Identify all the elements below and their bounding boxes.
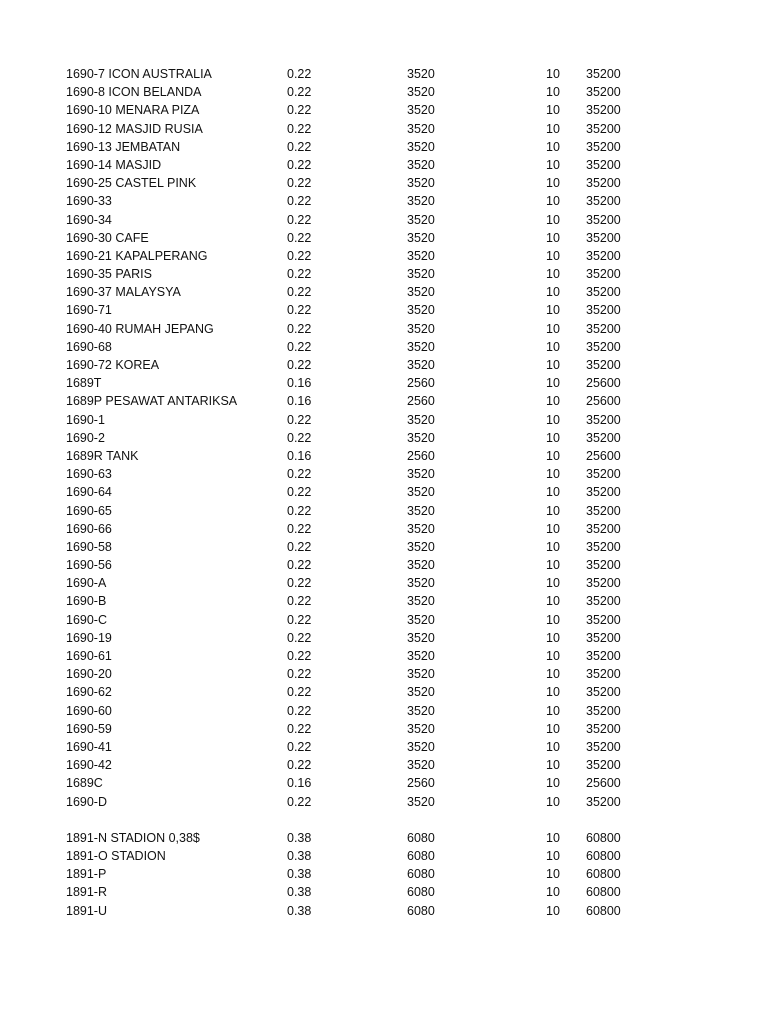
amount-cell: 3520 (407, 267, 435, 282)
amount-cell: 3520 (407, 303, 435, 318)
quantity-cell: 10 (546, 412, 560, 427)
quantity-cell: 10 (546, 285, 560, 300)
amount-cell: 3520 (407, 521, 435, 536)
unit-price-cell: 0.22 (287, 612, 312, 627)
item-name-cell: 1690-2 (66, 430, 105, 445)
table-row (0, 392, 768, 410)
total-cell: 25600 (586, 394, 621, 409)
unit-price-cell: 0.22 (287, 503, 312, 518)
quantity-cell: 10 (546, 830, 560, 845)
unit-price-cell: 0.22 (287, 485, 312, 500)
item-name-cell: 1690-8 ICON BELANDA (66, 85, 202, 100)
quantity-cell: 10 (546, 776, 560, 791)
quantity-cell: 10 (546, 867, 560, 882)
table-row (0, 774, 768, 792)
table-row (0, 629, 768, 647)
table-row (0, 520, 768, 538)
unit-price-cell: 0.22 (287, 103, 312, 118)
amount-cell: 3520 (407, 503, 435, 518)
table-row (0, 720, 768, 738)
total-cell: 35200 (586, 576, 621, 591)
quantity-cell: 10 (546, 230, 560, 245)
unit-price-cell: 0.22 (287, 267, 312, 282)
amount-cell: 3520 (407, 412, 435, 427)
table-row (0, 301, 768, 319)
quantity-cell: 10 (546, 212, 560, 227)
total-cell: 35200 (586, 139, 621, 154)
quantity-cell: 10 (546, 394, 560, 409)
table-row (0, 120, 768, 138)
amount-cell: 3520 (407, 721, 435, 736)
table-row (0, 211, 768, 229)
amount-cell: 3520 (407, 594, 435, 609)
group-separator (0, 811, 768, 829)
unit-price-cell: 0.22 (287, 558, 312, 573)
unit-price-cell: 0.22 (287, 321, 312, 336)
total-cell: 35200 (586, 412, 621, 427)
table-row (0, 156, 768, 174)
table-row (0, 829, 768, 847)
item-name-cell: 1891-P (66, 867, 107, 882)
quantity-cell: 10 (546, 139, 560, 154)
quantity-cell: 10 (546, 903, 560, 918)
total-cell: 60800 (586, 849, 621, 864)
total-cell: 35200 (586, 230, 621, 245)
item-name-cell: 1690-35 PARIS (66, 267, 152, 282)
amount-cell: 3520 (407, 539, 435, 554)
total-cell: 60800 (586, 885, 621, 900)
item-name-cell: 1690-21 KAPALPERANG (66, 248, 208, 263)
unit-price-cell: 0.22 (287, 194, 312, 209)
unit-price-cell: 0.22 (287, 703, 312, 718)
table-row (0, 793, 768, 811)
table-row (0, 138, 768, 156)
unit-price-cell: 0.22 (287, 685, 312, 700)
quantity-cell: 10 (546, 485, 560, 500)
unit-price-cell: 0.16 (287, 448, 312, 463)
unit-price-cell: 0.38 (287, 903, 312, 918)
total-cell: 35200 (586, 358, 621, 372)
unit-price-cell: 0.38 (287, 849, 312, 864)
item-name-cell: 1891-R (66, 885, 107, 900)
quantity-cell: 10 (546, 67, 560, 81)
total-cell: 35200 (586, 630, 621, 645)
quantity-cell: 10 (546, 758, 560, 773)
total-cell: 60800 (586, 903, 621, 918)
unit-price-cell: 0.22 (287, 339, 312, 354)
amount-cell: 3520 (407, 649, 435, 663)
quantity-cell: 10 (546, 103, 560, 118)
item-name-cell: 1690-66 (66, 521, 112, 536)
table-row (0, 411, 768, 429)
amount-cell: 6080 (407, 885, 435, 900)
amount-cell: 2560 (407, 394, 435, 409)
table-row (0, 320, 768, 338)
item-name-cell: 1690-68 (66, 339, 112, 354)
total-cell: 35200 (586, 121, 621, 136)
total-cell: 25600 (586, 776, 621, 791)
item-name-cell: 1891-U (66, 903, 107, 918)
item-name-cell: 1690-37 MALAYSYA (66, 285, 181, 300)
table-row (0, 647, 768, 665)
amount-cell: 3520 (407, 630, 435, 645)
item-name-cell: 1690-65 (66, 503, 112, 518)
unit-price-cell: 0.22 (287, 721, 312, 736)
amount-cell: 3520 (407, 121, 435, 136)
total-cell: 35200 (586, 321, 621, 336)
amount-cell: 3520 (407, 285, 435, 300)
total-cell: 35200 (586, 303, 621, 318)
unit-price-cell: 0.22 (287, 649, 312, 663)
amount-cell: 3520 (407, 667, 435, 682)
unit-price-cell: 0.22 (287, 467, 312, 482)
table-row (0, 483, 768, 501)
amount-cell: 3520 (407, 339, 435, 354)
item-name-cell: 1690-1 (66, 412, 105, 427)
unit-price-cell: 0.22 (287, 539, 312, 554)
item-name-cell: 1690-33 (66, 194, 112, 209)
total-cell: 35200 (586, 67, 621, 81)
quantity-cell: 10 (546, 503, 560, 518)
total-cell: 35200 (586, 267, 621, 282)
amount-cell: 3520 (407, 358, 435, 372)
item-name-cell: 1690-72 KOREA (66, 358, 160, 372)
quantity-cell: 10 (546, 376, 560, 391)
item-name-cell: 1690-14 MASJID (66, 157, 162, 172)
unit-price-cell: 0.38 (287, 885, 312, 900)
quantity-cell: 10 (546, 121, 560, 136)
unit-price-cell: 0.22 (287, 85, 312, 100)
amount-cell: 3520 (407, 194, 435, 209)
unit-price-cell: 0.22 (287, 758, 312, 773)
total-cell: 35200 (586, 157, 621, 172)
amount-cell: 6080 (407, 903, 435, 918)
table-row (0, 702, 768, 720)
unit-price-cell: 0.22 (287, 121, 312, 136)
unit-price-cell: 0.16 (287, 776, 312, 791)
total-cell: 35200 (586, 194, 621, 209)
item-name-cell: 1690-C (66, 612, 107, 627)
item-name-cell: 1690-30 CAFE (66, 230, 149, 245)
quantity-cell: 10 (546, 739, 560, 754)
quantity-cell: 10 (546, 467, 560, 482)
item-name-cell: 1690-7 ICON AUSTRALIA (66, 67, 212, 81)
quantity-cell: 10 (546, 558, 560, 573)
amount-cell: 3520 (407, 485, 435, 500)
table-row (0, 502, 768, 520)
table-row (0, 229, 768, 247)
quantity-cell: 10 (546, 248, 560, 263)
total-cell: 35200 (586, 521, 621, 536)
total-cell: 35200 (586, 594, 621, 609)
quantity-cell: 10 (546, 194, 560, 209)
item-name-cell: 1690-60 (66, 703, 112, 718)
table-row (0, 574, 768, 592)
amount-cell: 2560 (407, 776, 435, 791)
quantity-cell: 10 (546, 448, 560, 463)
quantity-cell: 10 (546, 321, 560, 336)
unit-price-cell: 0.22 (287, 594, 312, 609)
table-row (0, 265, 768, 283)
table-row (0, 192, 768, 210)
spreadsheet-table (0, 65, 768, 920)
amount-cell: 3520 (407, 321, 435, 336)
item-name-cell: 1689T (66, 376, 102, 391)
amount-cell: 3520 (407, 230, 435, 245)
quantity-cell: 10 (546, 539, 560, 554)
quantity-cell: 10 (546, 430, 560, 445)
table-row (0, 611, 768, 629)
amount-cell: 3520 (407, 794, 435, 809)
unit-price-cell: 0.38 (287, 867, 312, 882)
total-cell: 35200 (586, 85, 621, 100)
total-cell: 35200 (586, 667, 621, 682)
total-cell: 35200 (586, 212, 621, 227)
item-name-cell: 1690-40 RUMAH JEPANG (66, 321, 214, 336)
amount-cell: 3520 (407, 685, 435, 700)
table-row (0, 538, 768, 556)
amount-cell: 6080 (407, 830, 435, 845)
total-cell: 35200 (586, 685, 621, 700)
item-name-cell: 1690-B (66, 594, 107, 609)
quantity-cell: 10 (546, 794, 560, 809)
item-name-cell: 1690-42 (66, 758, 112, 773)
quantity-cell: 10 (546, 703, 560, 718)
total-cell: 35200 (586, 649, 621, 663)
unit-price-cell: 0.22 (287, 157, 312, 172)
total-cell: 60800 (586, 830, 621, 845)
table-row (0, 283, 768, 301)
table-row (0, 665, 768, 683)
amount-cell: 2560 (407, 376, 435, 391)
unit-price-cell: 0.22 (287, 303, 312, 318)
amount-cell: 3520 (407, 612, 435, 627)
unit-price-cell: 0.22 (287, 430, 312, 445)
amount-cell: 3520 (407, 103, 435, 118)
amount-cell: 3520 (407, 703, 435, 718)
total-cell: 35200 (586, 558, 621, 573)
item-name-cell: 1690-56 (66, 558, 112, 573)
item-name-cell: 1690-63 (66, 467, 112, 482)
item-name-cell: 1690-61 (66, 649, 112, 663)
quantity-cell: 10 (546, 358, 560, 372)
quantity-cell: 10 (546, 576, 560, 591)
total-cell: 35200 (586, 721, 621, 736)
table-row (0, 338, 768, 356)
unit-price-cell: 0.22 (287, 248, 312, 263)
total-cell: 25600 (586, 376, 621, 391)
table-row (0, 902, 768, 920)
table-row (0, 847, 768, 865)
total-cell: 35200 (586, 176, 621, 191)
quantity-cell: 10 (546, 303, 560, 318)
amount-cell: 6080 (407, 867, 435, 882)
item-name-cell: 1891-O STADION (66, 849, 166, 864)
unit-price-cell: 0.22 (287, 576, 312, 591)
unit-price-cell: 0.22 (287, 67, 312, 81)
quantity-cell: 10 (546, 594, 560, 609)
item-name-cell: 1690-20 (66, 667, 112, 682)
table-row (0, 83, 768, 101)
unit-price-cell: 0.22 (287, 212, 312, 227)
total-cell: 35200 (586, 758, 621, 773)
quantity-cell: 10 (546, 721, 560, 736)
quantity-cell: 10 (546, 521, 560, 536)
amount-cell: 3520 (407, 467, 435, 482)
total-cell: 35200 (586, 739, 621, 754)
item-name-cell: 1690-19 (66, 630, 112, 645)
unit-price-cell: 0.16 (287, 376, 312, 391)
total-cell: 60800 (586, 867, 621, 882)
amount-cell: 3520 (407, 85, 435, 100)
quantity-cell: 10 (546, 612, 560, 627)
table-row (0, 247, 768, 265)
quantity-cell: 10 (546, 685, 560, 700)
amount-cell: 6080 (407, 849, 435, 864)
quantity-cell: 10 (546, 176, 560, 191)
item-name-cell: 1690-13 JEMBATAN (66, 139, 181, 154)
quantity-cell: 10 (546, 630, 560, 645)
total-cell: 35200 (586, 467, 621, 482)
unit-price-cell: 0.22 (287, 794, 312, 809)
total-cell: 35200 (586, 285, 621, 300)
table-row (0, 683, 768, 701)
amount-cell: 3520 (407, 157, 435, 172)
total-cell: 35200 (586, 703, 621, 718)
item-name-cell: 1690-58 (66, 539, 112, 554)
quantity-cell: 10 (546, 157, 560, 172)
quantity-cell: 10 (546, 885, 560, 900)
unit-price-cell: 0.22 (287, 358, 312, 372)
amount-cell: 3520 (407, 576, 435, 591)
table-row (0, 556, 768, 574)
unit-price-cell: 0.22 (287, 521, 312, 536)
table-row (0, 592, 768, 610)
amount-cell: 3520 (407, 248, 435, 263)
unit-price-cell: 0.16 (287, 394, 312, 409)
total-cell: 35200 (586, 539, 621, 554)
unit-price-cell: 0.22 (287, 630, 312, 645)
amount-cell: 3520 (407, 212, 435, 227)
unit-price-cell: 0.22 (287, 230, 312, 245)
item-name-cell: 1689C (66, 776, 103, 791)
item-name-cell: 1690-71 (66, 303, 112, 318)
table-row (0, 447, 768, 465)
amount-cell: 3520 (407, 176, 435, 191)
table-row (0, 756, 768, 774)
amount-cell: 3520 (407, 739, 435, 754)
amount-cell: 3520 (407, 430, 435, 445)
quantity-cell: 10 (546, 667, 560, 682)
table-row (0, 883, 768, 901)
unit-price-cell: 0.22 (287, 412, 312, 427)
item-name-cell: 1690-12 MASJID RUSIA (66, 121, 203, 136)
quantity-cell: 10 (546, 339, 560, 354)
table-row (0, 101, 768, 119)
table-row (0, 465, 768, 483)
item-name-cell: 1690-62 (66, 685, 112, 700)
unit-price-cell: 0.38 (287, 830, 312, 845)
amount-cell: 3520 (407, 67, 435, 81)
item-name-cell: 1690-25 CASTEL PINK (66, 176, 197, 191)
table-row (0, 65, 768, 83)
total-cell: 35200 (586, 103, 621, 118)
quantity-cell: 10 (546, 85, 560, 100)
table-row (0, 865, 768, 883)
item-name-cell: 1891-N STADION 0,38$ (66, 830, 200, 845)
total-cell: 35200 (586, 430, 621, 445)
item-name-cell: 1690-41 (66, 739, 112, 754)
amount-cell: 3520 (407, 139, 435, 154)
amount-cell: 3520 (407, 558, 435, 573)
table-row (0, 738, 768, 756)
table-row (0, 356, 768, 374)
table-row (0, 174, 768, 192)
total-cell: 35200 (586, 794, 621, 809)
item-name-cell: 1690-A (66, 576, 107, 591)
item-name-cell: 1690-34 (66, 212, 112, 227)
amount-cell: 2560 (407, 448, 435, 463)
total-cell: 35200 (586, 612, 621, 627)
amount-cell: 3520 (407, 758, 435, 773)
total-cell: 25600 (586, 448, 621, 463)
unit-price-cell: 0.22 (287, 739, 312, 754)
table-row (0, 429, 768, 447)
item-name-cell: 1690-D (66, 794, 107, 809)
quantity-cell: 10 (546, 649, 560, 663)
quantity-cell: 10 (546, 267, 560, 282)
total-cell: 35200 (586, 503, 621, 518)
unit-price-cell: 0.22 (287, 667, 312, 682)
unit-price-cell: 0.22 (287, 176, 312, 191)
total-cell: 35200 (586, 248, 621, 263)
unit-price-cell: 0.22 (287, 139, 312, 154)
item-name-cell: 1690-59 (66, 721, 112, 736)
table-row (0, 374, 768, 392)
item-name-cell: 1690-10 MENARA PIZA (66, 103, 200, 118)
total-cell: 35200 (586, 339, 621, 354)
total-cell: 35200 (586, 485, 621, 500)
quantity-cell: 10 (546, 849, 560, 864)
item-name-cell: 1689P PESAWAT ANTARIKSA (66, 394, 238, 409)
unit-price-cell: 0.22 (287, 285, 312, 300)
item-name-cell: 1690-64 (66, 485, 112, 500)
item-name-cell: 1689R TANK (66, 448, 139, 463)
